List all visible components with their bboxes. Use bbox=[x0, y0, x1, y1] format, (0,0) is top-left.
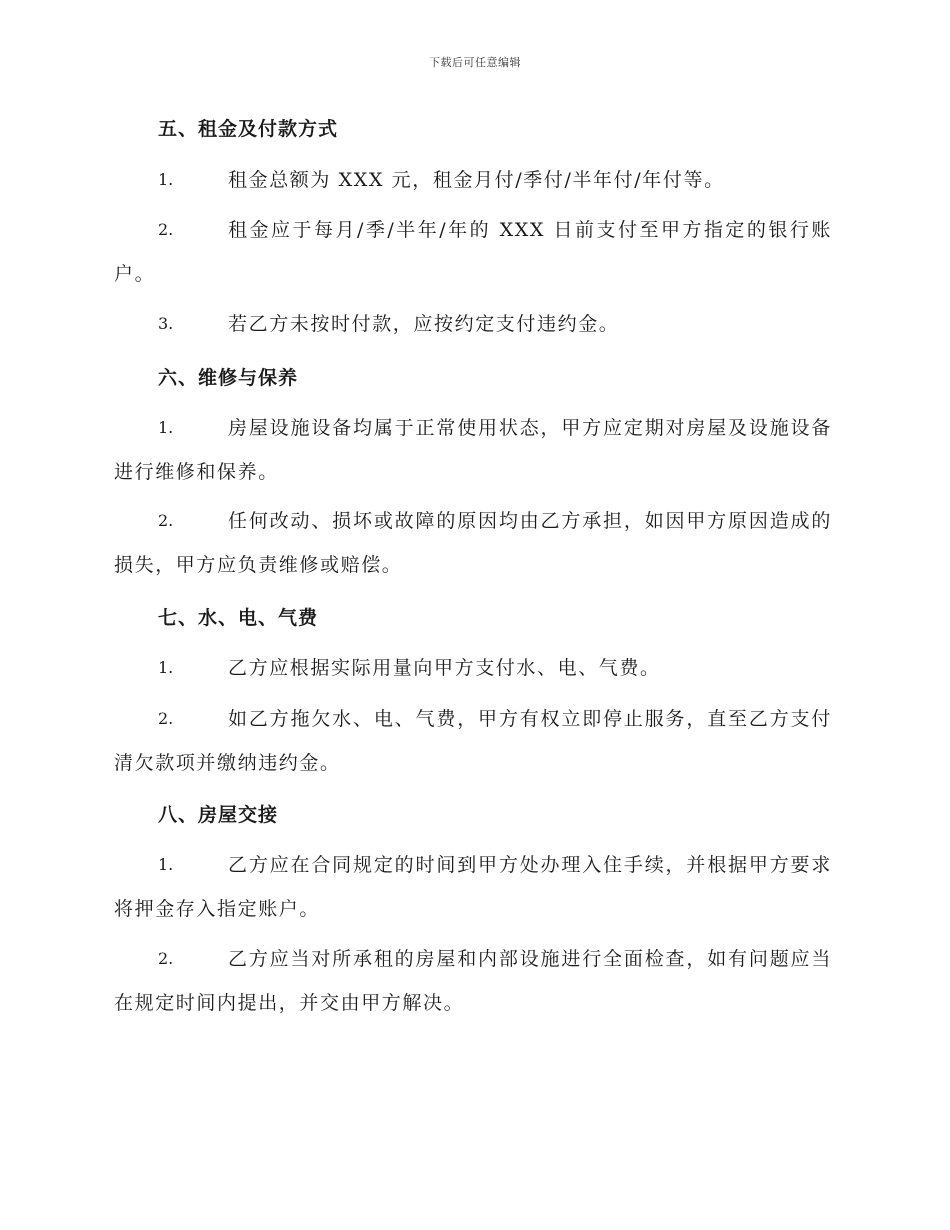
page-header: 下载后可任意编辑 bbox=[429, 56, 521, 69]
list-item bbox=[114, 499, 832, 587]
item-text: 租金总额为 XXX 元，租金月付/季付/半年付/年付等。 bbox=[228, 169, 725, 191]
section-heading-5: 五、租金及付款方式 bbox=[158, 118, 339, 140]
item-number: 1. bbox=[158, 418, 174, 437]
item-number: 2. bbox=[158, 949, 174, 968]
list-item bbox=[114, 208, 832, 296]
item-text: 任何改动、损坏或故障的原因均由乙方承担，如因甲方原因造成的损失，甲方应负责维修或赔偿。 bbox=[114, 510, 832, 576]
item-number: 2. bbox=[158, 220, 174, 239]
item-text: 如乙方拖欠水、电、气费，甲方有权立即停止服务，直至乙方支付清欠款项并缴纳违约金。 bbox=[114, 708, 832, 774]
item-text: 房屋设施设备均属于正常使用状态，甲方应定期对房屋及设施设备进行维修和保养。 bbox=[114, 417, 832, 483]
list-item bbox=[114, 937, 832, 1025]
list-item bbox=[114, 697, 832, 785]
section-heading-7: 七、水、电、气费 bbox=[158, 607, 319, 629]
list-item bbox=[114, 158, 832, 202]
list-item bbox=[114, 646, 832, 690]
section-heading-8: 八、房屋交接 bbox=[158, 804, 279, 826]
item-number: 2. bbox=[158, 709, 174, 728]
item-number: 1. bbox=[158, 855, 174, 874]
item-text: 若乙方未按时付款，应按约定支付违约金。 bbox=[228, 313, 620, 335]
item-number: 3. bbox=[158, 314, 174, 333]
item-number: 2. bbox=[158, 511, 174, 530]
item-text: 租金应于每月/季/半年/年的 XXX 日前支付至甲方指定的银行账户。 bbox=[114, 219, 832, 285]
list-item bbox=[114, 843, 832, 931]
item-text: 乙方应在合同规定的时间到甲方处办理入住手续，并根据甲方要求将押金存入指定账户。 bbox=[114, 854, 832, 920]
item-text: 乙方应根据实际用量向甲方支付水、电、气费。 bbox=[228, 657, 661, 679]
item-number: 1. bbox=[158, 170, 174, 189]
list-item bbox=[114, 406, 832, 494]
section-heading-6: 六、维修与保养 bbox=[158, 367, 299, 389]
item-number: 1. bbox=[158, 658, 174, 677]
list-item bbox=[114, 302, 832, 346]
item-text: 乙方应当对所承租的房屋和内部设施进行全面检查，如有问题应当在规定时间内提出，并交由甲方解决。 bbox=[114, 948, 832, 1014]
